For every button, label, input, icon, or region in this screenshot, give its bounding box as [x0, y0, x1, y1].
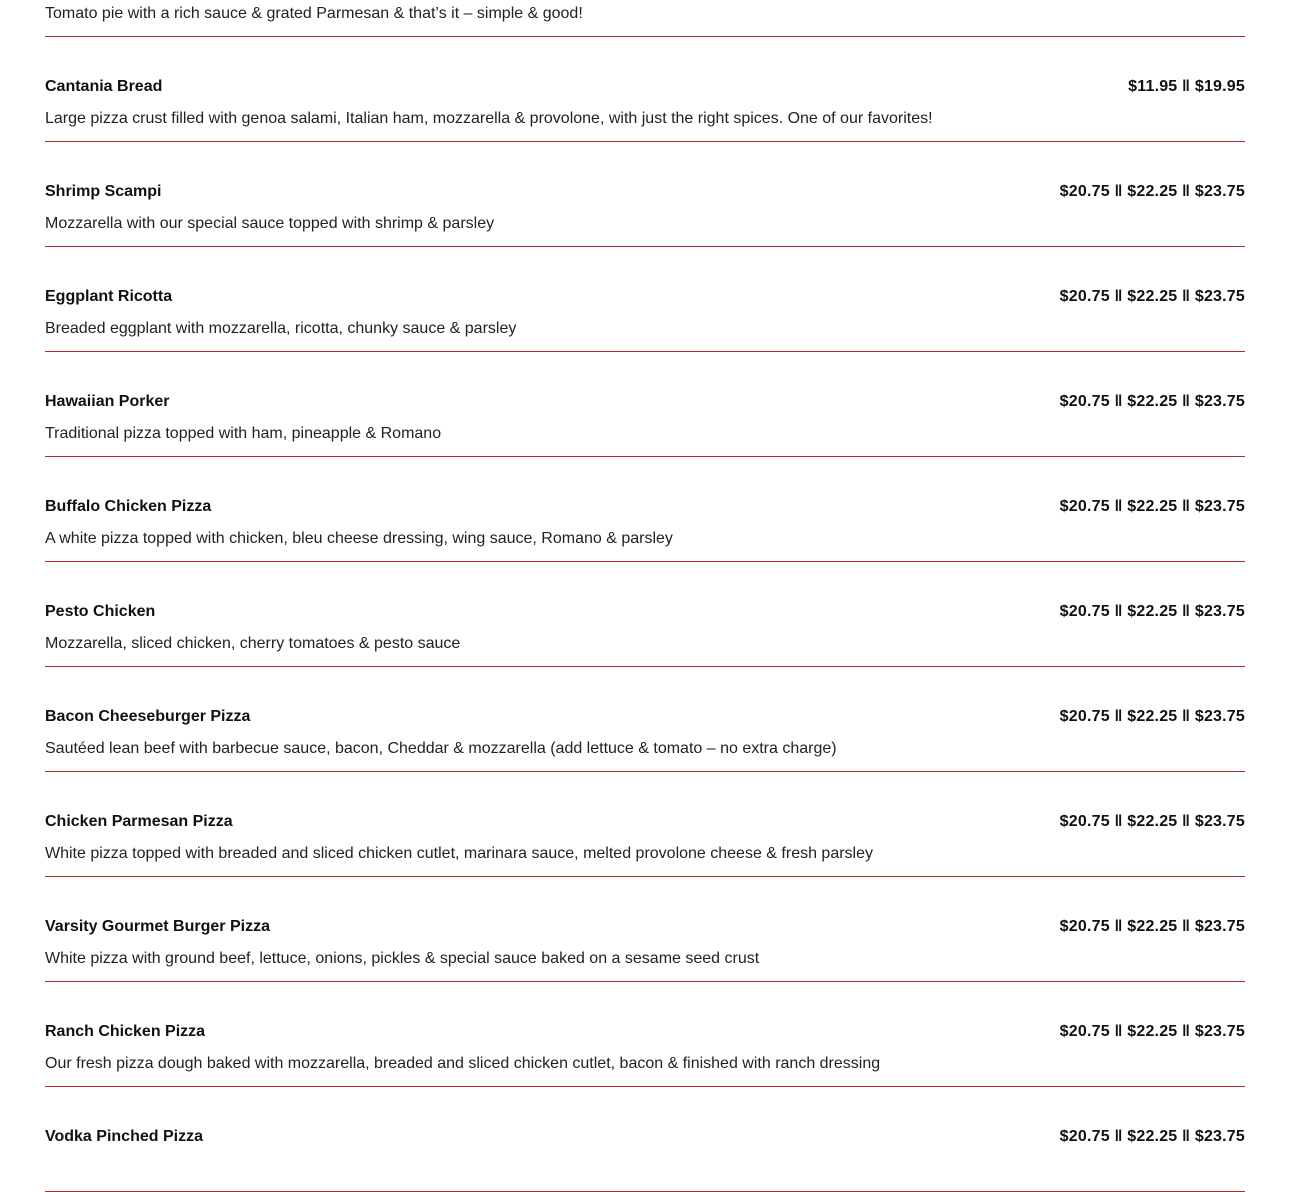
menu-item-name: Buffalo Chicken Pizza — [45, 498, 212, 515]
menu-item-description: Mozzarella with our special sauce topped with shrimp & parsley — [45, 215, 495, 232]
menu-item-price: $20.75 ‖ $22.25 ‖ $23.75 — [1059, 393, 1245, 410]
menu-item-name: Varsity Gourmet Burger Pizza — [45, 918, 270, 935]
menu-item-tomato-pie — [45, 0, 1245, 37]
menu-item-description: White pizza topped with breaded and sliced chicken cutlet, marinara sauce, melted provolone cheese & fresh parsley — [45, 845, 874, 862]
menu-item-description: Our fresh pizza dough baked with mozzarella, breaded and sliced chicken cutlet, bacon & finished with ranch dressing — [45, 1055, 881, 1072]
menu-item-name: Eggplant Ricotta — [45, 288, 173, 305]
menu-item-header — [45, 812, 1245, 832]
menu-item-header — [45, 1127, 1245, 1147]
menu-item-name: Pesto Chicken — [45, 603, 156, 620]
menu-item-header — [45, 497, 1245, 517]
menu-item-ranch-chicken-pizza — [45, 982, 1245, 1087]
menu-item-price: $20.75 ‖ $22.25 ‖ $23.75 — [1059, 1128, 1245, 1145]
menu-item-name: Shrimp Scampi — [45, 183, 162, 200]
menu-item-pesto-chicken — [45, 562, 1245, 667]
menu-item-header — [45, 182, 1245, 202]
menu-item-hawaiian-porker — [45, 352, 1245, 457]
menu-item-header — [45, 287, 1245, 307]
menu-item-name: Cantania Bread — [45, 78, 163, 95]
menu-item-chicken-parmesan-pizza — [45, 772, 1245, 877]
menu-item-name: Ranch Chicken Pizza — [45, 1023, 206, 1040]
menu-item-header — [45, 392, 1245, 412]
menu-item-name: Vodka Pinched Pizza — [45, 1128, 203, 1145]
menu-item-shrimp-scampi — [45, 142, 1245, 247]
menu-item-header — [45, 77, 1245, 97]
menu-item-description: Traditional pizza topped with ham, pineapple & Romano — [45, 425, 442, 442]
menu-list — [45, 0, 1245, 1192]
menu-item-price: $20.75 ‖ $22.25 ‖ $23.75 — [1059, 603, 1245, 620]
menu-item-name: Hawaiian Porker — [45, 393, 170, 410]
menu-item-cantania-bread — [45, 37, 1245, 142]
menu-item-price: $20.75 ‖ $22.25 ‖ $23.75 — [1059, 183, 1245, 200]
menu-item-name: Bacon Cheeseburger Pizza — [45, 708, 251, 725]
menu-item-buffalo-chicken-pizza — [45, 457, 1245, 562]
menu-item-price: $20.75 ‖ $22.25 ‖ $23.75 — [1059, 813, 1245, 830]
menu-item-header — [45, 602, 1245, 622]
menu-item-price: $20.75 ‖ $22.25 ‖ $23.75 — [1059, 1023, 1245, 1040]
menu-item-varsity-gourmet-burger-pizza — [45, 877, 1245, 982]
menu-item-price: $20.75 ‖ $22.25 ‖ $23.75 — [1059, 708, 1245, 725]
menu-item-description: A white pizza topped with chicken, bleu cheese dressing, wing sauce, Romano & parsley — [45, 530, 673, 547]
menu-item-price: $20.75 ‖ $22.25 ‖ $23.75 — [1059, 918, 1245, 935]
menu-item-header — [45, 1022, 1245, 1042]
menu-item-eggplant-ricotta — [45, 247, 1245, 352]
menu-item-vodka-pinched-pizza — [45, 1087, 1245, 1192]
menu-item-description: Breaded eggplant with mozzarella, ricotta, chunky sauce & parsley — [45, 320, 517, 337]
menu-item-description: Mozzarella, sliced chicken, cherry tomatoes & pesto sauce — [45, 635, 461, 652]
menu-item-name: Chicken Parmesan Pizza — [45, 813, 233, 830]
menu-item-description: Sautéed lean beef with barbecue sauce, bacon, Cheddar & mozzarella (add lettuce & tomato – no extra charge) — [45, 740, 837, 757]
menu-item-description: Large pizza crust filled with genoa salami, Italian ham, mozzarella & provolone, with just the right spices. One of our favorites! — [45, 110, 933, 127]
menu-item-price: $11.95 ‖ $19.95 — [1128, 78, 1245, 95]
menu-item-price: $20.75 ‖ $22.25 ‖ $23.75 — [1059, 498, 1245, 515]
menu-item-description: White pizza with ground beef, lettuce, onions, pickles & special sauce baked on a sesame seed crust — [45, 950, 760, 967]
menu-item-description: Tomato pie with a rich sauce & grated Parmesan & that’s it – simple & good! — [45, 5, 583, 22]
menu-item-header — [45, 917, 1245, 937]
menu-item-price: $20.75 ‖ $22.25 ‖ $23.75 — [1059, 288, 1245, 305]
menu-item-header — [45, 707, 1245, 727]
menu-item-bacon-cheeseburger-pizza — [45, 667, 1245, 772]
